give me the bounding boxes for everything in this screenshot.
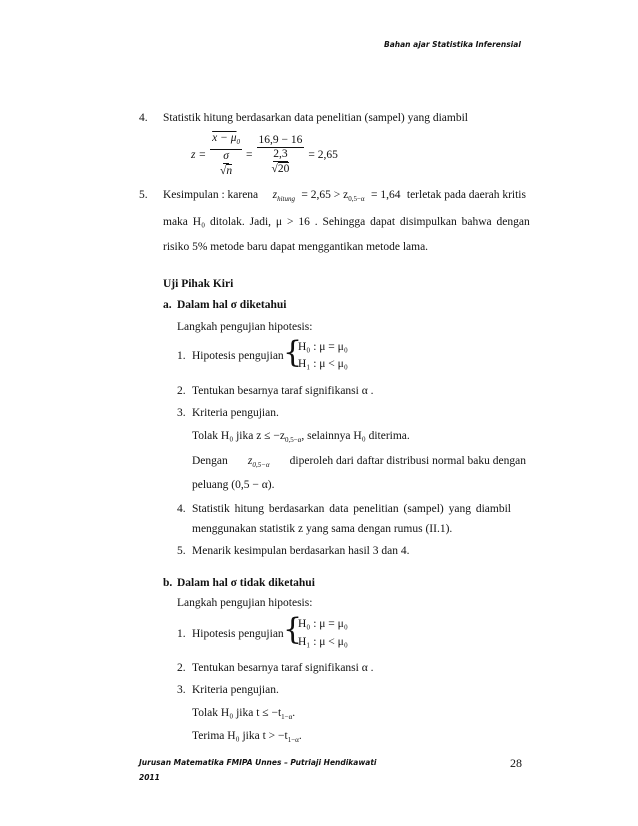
part-b-tolak — [192, 707, 295, 721]
item-5-line1 — [163, 189, 526, 203]
part-b-h0: H₀ : μ = μ₀ — [298, 618, 348, 630]
part-b-step2-text: Tentukan besarnya taraf signifikansi α . — [192, 662, 374, 674]
z-hitung-sub: hitung — [277, 195, 295, 203]
part-a-step3-number: 3. — [177, 407, 186, 419]
formula-numeric-sd: 2,3 — [273, 148, 288, 160]
part-b-intro: Langkah pengujian hipotesis: — [177, 597, 313, 609]
formula-numerator-sub: 0 — [236, 138, 241, 146]
formula-numeric-n: 20 — [277, 163, 290, 175]
part-b-step3-number: 3. — [177, 684, 186, 696]
part-a-h0: H₀ : μ = μ₀ — [298, 341, 348, 353]
part-a-dengan — [192, 455, 526, 469]
item-5-number: 5. — [139, 189, 148, 201]
part-a-h1: H₁ : μ < μ₀ — [298, 358, 348, 370]
part-a-step4-line1: Statistik hitung berdasarkan data penelitian (sampel) yang diambil — [192, 503, 511, 515]
item-5-line3: risiko 5% metode baru dapat menggantikan metode lama. — [163, 241, 429, 253]
part-b-tolak-end: . — [292, 707, 296, 719]
brace-icon: { — [283, 335, 303, 370]
section-title: Uji Pihak Kiri — [163, 278, 234, 290]
part-a-step3-text: Kriteria pengujian. — [192, 407, 279, 419]
formula-fraction-symbolic: $x - \mu_0$ σ √n — [212, 132, 241, 177]
item-4-text: Statistik hitung berdasarkan data penelitian (sampel) yang diambil — [163, 112, 468, 124]
page-number: 28 — [510, 756, 522, 770]
part-b-step1-text: Hipotesis pengujian — [192, 628, 284, 640]
part-a-intro: Langkah pengujian hipotesis: — [177, 321, 313, 333]
part-a-peluang: peluang (0,5 − α). — [192, 479, 275, 491]
part-b-terima-end: . — [298, 730, 302, 742]
brace-icon: { — [283, 612, 303, 647]
footer-line1: Jurusan Matematika FMIPA Unnes – Putriaji Hendikawati — [139, 758, 377, 767]
formula-numerator: x − μ — [212, 132, 237, 144]
part-a-step5-text: Menarik kesimpulan berdasarkan hasil 3 dan 4. — [192, 545, 410, 557]
part-b-terima-sub: 1−α — [287, 736, 299, 744]
item-5-mid: = 2,65 > z — [301, 189, 349, 201]
part-a-step4-line2: menggunakan statistik z yang sama dengan rumus (II.1). — [192, 523, 453, 535]
part-a-step5-number: 5. — [177, 545, 186, 557]
footer-line2: 2011 — [139, 773, 160, 782]
z-table-sub: 0,5−α — [348, 195, 365, 203]
formula-result: = 2,65 — [308, 149, 338, 161]
item-5-line1-a: Kesimpulan : karena — [163, 189, 259, 201]
running-header: Bahan ajar Statistika Inferensial — [384, 40, 521, 49]
item-4-number: 4. — [139, 112, 148, 124]
item-5-value: = 1,64 — [370, 189, 401, 201]
part-b-tolak-text: Tolak H₀ jika t ≤ −t — [192, 707, 282, 719]
part-a-step4-number: 4. — [177, 503, 186, 515]
part-b-step2-number: 2. — [177, 662, 186, 674]
z-hitung: z — [272, 189, 278, 201]
formula-sigma: σ — [223, 150, 229, 162]
part-a-tolak — [192, 430, 410, 444]
part-a-tolak-text: Tolak H₀ jika z ≤ −z — [192, 430, 285, 442]
z-statistic-formula — [191, 132, 338, 178]
part-b-tolak-sub: 1−α — [281, 713, 293, 721]
formula-numeric-numerator: 16,9 − 16 — [258, 134, 303, 146]
part-a-step1-number: 1. — [177, 350, 186, 362]
part-a-step2-number: 2. — [177, 385, 186, 397]
part-a-title: Dalam hal σ diketahui — [177, 299, 287, 311]
part-a-dengan-a: Dengan — [192, 455, 228, 467]
part-b-label: b. — [163, 577, 173, 589]
part-b-title: Dalam hal σ tidak diketahui — [177, 577, 315, 589]
part-a-dengan-sub: 0,5−α — [252, 461, 270, 469]
item-5-line2: maka H₀ ditolak. Jadi, μ > 16 . Sehingga dapat disimpulkan bahwa dengan — [163, 216, 530, 228]
part-b-step1-number: 1. — [177, 628, 186, 640]
part-a-label: a. — [163, 299, 172, 311]
part-a-step2-text: Tentukan besarnya taraf signifikansi α . — [192, 385, 374, 397]
formula-lhs: z = — [191, 149, 207, 161]
part-b-terima-text: Terima H₀ jika t > −t — [192, 730, 288, 742]
part-b-h1: H₁ : μ < μ₀ — [298, 636, 348, 648]
formula-fraction-numeric: 16,9 − 16 2,3 √20 — [258, 134, 303, 175]
part-b-step3-text: Kriteria pengujian. — [192, 684, 279, 696]
part-a-step1-text: Hipotesis pengujian — [192, 350, 284, 362]
part-a-tolak-sub: 0,5−α — [284, 436, 302, 444]
formula-equals: = — [246, 149, 253, 161]
part-a-tolak-end: , selainnya H₀ diterima. — [301, 430, 410, 442]
part-a-dengan-b: diperoleh dari daftar distribusi normal baku dengan — [289, 455, 526, 467]
part-a-dengan-z: z — [247, 455, 253, 467]
item-5-line1-b: terletak pada daerah kritis — [406, 189, 526, 201]
formula-sqrt-n: n — [226, 165, 233, 177]
part-b-terima — [192, 730, 302, 744]
